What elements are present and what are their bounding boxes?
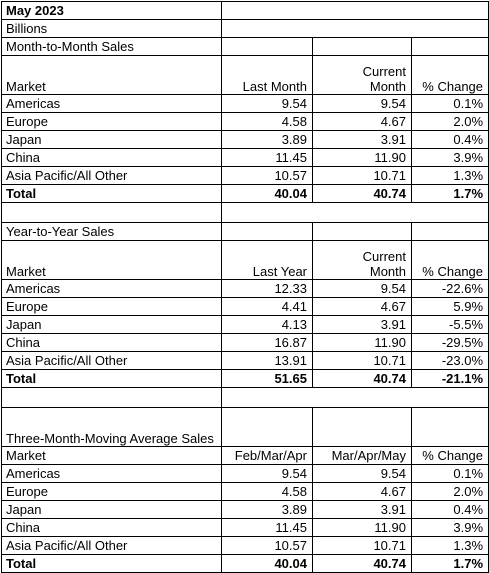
header-row — [2, 56, 489, 95]
total-value: 40.74 — [313, 185, 412, 203]
column-header-col2: Current Month — [313, 56, 412, 95]
market-name: China — [2, 519, 222, 537]
column-header-col2: Mar/Apr/May — [313, 447, 412, 465]
market-name: Asia Pacific/All Other — [2, 167, 222, 185]
table-row — [2, 537, 489, 555]
column-header-col1: Last Month — [222, 56, 313, 95]
empty-cell — [222, 2, 489, 20]
section-title-row — [2, 408, 489, 447]
value-cell: 13.91 — [222, 352, 313, 370]
table-row — [2, 280, 489, 298]
title-row — [2, 2, 489, 20]
table-row — [2, 334, 489, 352]
value-cell: 11.45 — [222, 519, 313, 537]
value-cell: 0.1% — [412, 465, 489, 483]
total-value: 40.74 — [313, 370, 412, 388]
value-cell: 4.67 — [313, 113, 412, 131]
header-row — [2, 241, 489, 280]
units-row — [2, 20, 489, 38]
value-cell: 4.58 — [222, 113, 313, 131]
total-label: Total — [2, 370, 222, 388]
section-title: Year-to-Year Sales — [2, 223, 222, 241]
value-cell: 5.9% — [412, 298, 489, 316]
column-header-col1: Feb/Mar/Apr — [222, 447, 313, 465]
empty-cell — [222, 38, 313, 56]
total-value: 40.04 — [222, 555, 313, 573]
value-cell: -22.6% — [412, 280, 489, 298]
table-row — [2, 501, 489, 519]
value-cell: 9.54 — [313, 465, 412, 483]
value-cell: 10.57 — [222, 537, 313, 555]
market-name: Japan — [2, 316, 222, 334]
table-row — [2, 131, 489, 149]
column-header-col3: % Change — [412, 241, 489, 280]
market-name: Japan — [2, 131, 222, 149]
market-name: Asia Pacific/All Other — [2, 537, 222, 555]
market-name: Japan — [2, 501, 222, 519]
total-value: -21.1% — [412, 370, 489, 388]
total-label: Total — [2, 185, 222, 203]
table-row — [2, 483, 489, 501]
total-row — [2, 555, 489, 573]
empty-cell — [222, 203, 489, 223]
total-value: 1.7% — [412, 555, 489, 573]
value-cell: 4.67 — [313, 483, 412, 501]
market-name: Americas — [2, 95, 222, 113]
header-row — [2, 447, 489, 465]
column-header-col2: Current Month — [313, 241, 412, 280]
market-name: China — [2, 334, 222, 352]
value-cell: 2.0% — [412, 483, 489, 501]
table-row — [2, 465, 489, 483]
report-title: May 2023 — [2, 2, 222, 20]
column-header-market: Market — [2, 56, 222, 95]
market-name: Europe — [2, 113, 222, 131]
section-title: Three-Month-Moving Average Sales — [2, 408, 222, 447]
value-cell: 10.57 — [222, 167, 313, 185]
value-cell: 0.4% — [412, 501, 489, 519]
market-name: Asia Pacific/All Other — [2, 352, 222, 370]
empty-cell — [2, 388, 222, 408]
value-cell: 11.90 — [313, 334, 412, 352]
empty-cell — [222, 223, 313, 241]
market-name: Europe — [2, 298, 222, 316]
column-header-market: Market — [2, 447, 222, 465]
value-cell: 3.91 — [313, 131, 412, 149]
value-cell: 3.89 — [222, 131, 313, 149]
value-cell: 4.13 — [222, 316, 313, 334]
value-cell: 9.54 — [313, 95, 412, 113]
value-cell: 1.3% — [412, 167, 489, 185]
empty-cell — [222, 388, 489, 408]
column-header-col3: % Change — [412, 447, 489, 465]
table-row — [2, 113, 489, 131]
value-cell: 3.9% — [412, 519, 489, 537]
table-row — [2, 298, 489, 316]
value-cell: 10.71 — [313, 167, 412, 185]
market-name: Americas — [2, 465, 222, 483]
total-value: 40.74 — [313, 555, 412, 573]
value-cell: 0.4% — [412, 131, 489, 149]
report-units: Billions — [2, 20, 222, 38]
section-title: Month-to-Month Sales — [2, 38, 222, 56]
table-row — [2, 95, 489, 113]
section-title-row — [2, 223, 489, 241]
table-row — [2, 167, 489, 185]
value-cell: 12.33 — [222, 280, 313, 298]
total-row — [2, 370, 489, 388]
value-cell: 3.91 — [313, 501, 412, 519]
empty-cell — [2, 203, 222, 223]
value-cell: -29.5% — [412, 334, 489, 352]
section-title-row — [2, 38, 489, 56]
column-header-col1: Last Year — [222, 241, 313, 280]
empty-cell — [412, 38, 489, 56]
market-name: China — [2, 149, 222, 167]
empty-cell — [412, 223, 489, 241]
value-cell: 2.0% — [412, 113, 489, 131]
total-label: Total — [2, 555, 222, 573]
value-cell: 4.58 — [222, 483, 313, 501]
total-row — [2, 185, 489, 203]
total-value: 51.65 — [222, 370, 313, 388]
value-cell: 3.89 — [222, 501, 313, 519]
total-value: 1.7% — [412, 185, 489, 203]
value-cell: -5.5% — [412, 316, 489, 334]
spacer-row — [2, 388, 489, 408]
value-cell: 9.54 — [313, 280, 412, 298]
empty-cell — [313, 408, 412, 447]
value-cell: 3.91 — [313, 316, 412, 334]
value-cell: 11.90 — [313, 149, 412, 167]
table-row — [2, 316, 489, 334]
value-cell: 10.71 — [313, 537, 412, 555]
spacer-row — [2, 203, 489, 223]
value-cell: 4.67 — [313, 298, 412, 316]
empty-cell — [412, 408, 489, 447]
value-cell: 9.54 — [222, 465, 313, 483]
column-header-market: Market — [2, 241, 222, 280]
value-cell: 3.9% — [412, 149, 489, 167]
value-cell: 1.3% — [412, 537, 489, 555]
empty-cell — [222, 408, 313, 447]
market-name: Americas — [2, 280, 222, 298]
value-cell: -23.0% — [412, 352, 489, 370]
table-row — [2, 149, 489, 167]
value-cell: 10.71 — [313, 352, 412, 370]
empty-cell — [313, 223, 412, 241]
value-cell: 11.45 — [222, 149, 313, 167]
table-row — [2, 519, 489, 537]
empty-cell — [313, 38, 412, 56]
sales-table — [1, 1, 489, 573]
value-cell: 0.1% — [412, 95, 489, 113]
table-row — [2, 352, 489, 370]
column-header-col3: % Change — [412, 56, 489, 95]
value-cell: 16.87 — [222, 334, 313, 352]
value-cell: 9.54 — [222, 95, 313, 113]
value-cell: 4.41 — [222, 298, 313, 316]
empty-cell — [222, 20, 489, 38]
total-value: 40.04 — [222, 185, 313, 203]
sales-table-body — [2, 2, 489, 573]
market-name: Europe — [2, 483, 222, 501]
value-cell: 11.90 — [313, 519, 412, 537]
